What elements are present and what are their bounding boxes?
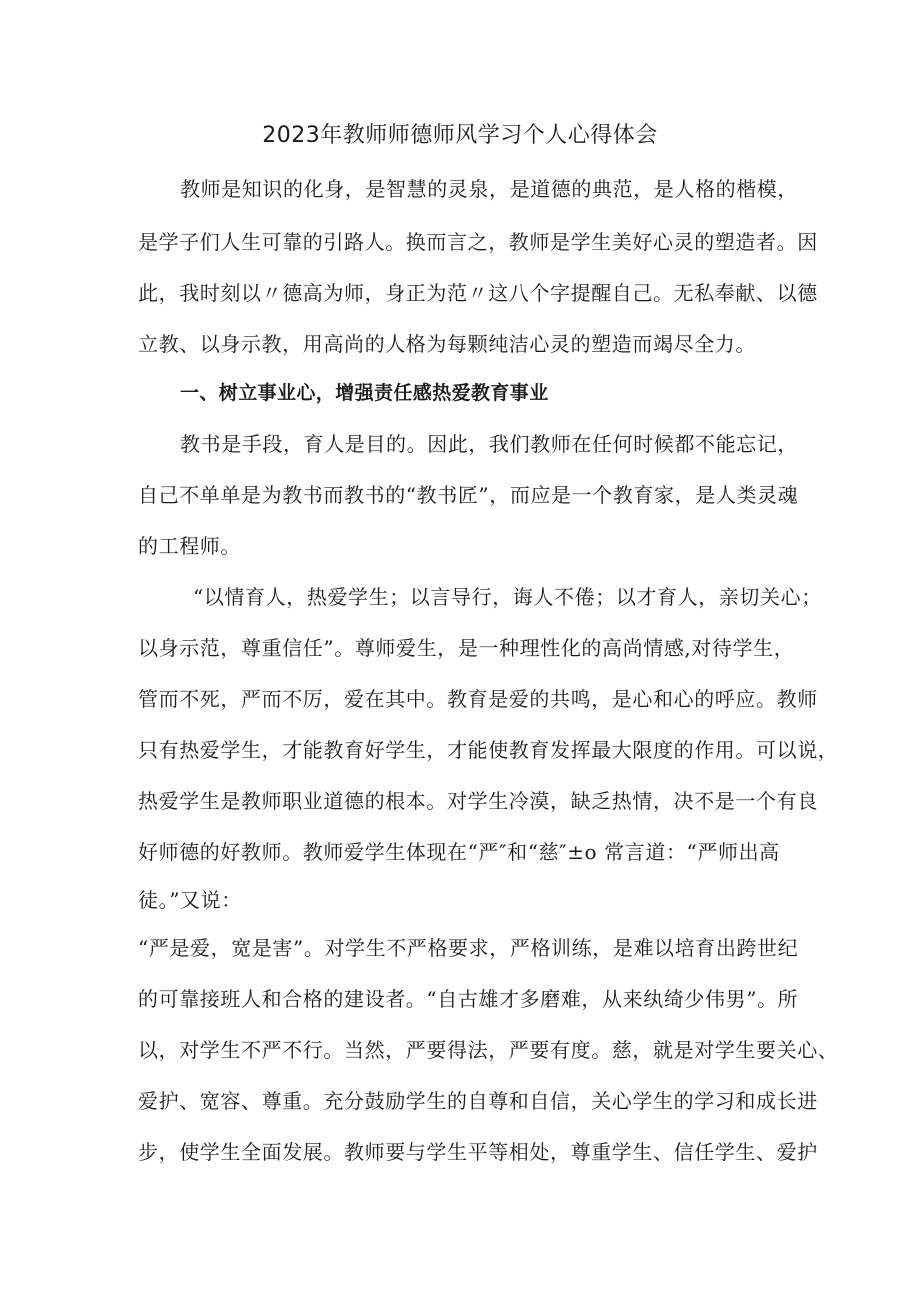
paragraph-line: 立教、以身示教，用高尚的人格为每颗纯洁心灵的塑造而竭尽全力。 <box>138 332 756 356</box>
paragraph-line: 教师是知识的化身，是智慧的灵泉，是道德的典范，是人格的楷模， <box>180 177 798 201</box>
paragraph-line: 以，对学生不严不行。当然，严要得法，严要有度。慈，就是对学生要关心、 <box>138 1038 839 1062</box>
paragraph-line: 的工程师。 <box>138 534 241 558</box>
paragraph-line: 步，使学生全面发展。教师要与学生平等相处，尊重学生、信任学生、爱护 <box>138 1140 818 1164</box>
document-title: 2023年教师师德师风学习个人心得体会 <box>262 123 658 148</box>
paragraph-line: 管而不死，严而不厉，爱在其中。教育是爱的共鸣，是心和心的呼应。教师 <box>138 687 818 711</box>
paragraph-line: “以情育人，热爱学生；以言导行，诲人不倦；以才育人，亲切关心； <box>193 585 822 609</box>
paragraph-line: 热爱学生是教师职业道德的根本。对学生冷漠，缺乏热情，决不是一个有良 <box>138 789 818 813</box>
paragraph-line: 自己不单单是为教书而教书的“教书匠”，而应是一个教育家，是人类灵魂 <box>138 483 799 507</box>
paragraph-line: 教书是手段，育人是目的。因此，我们教师在任何时候都不能忘记， <box>180 432 798 456</box>
paragraph-line: 此，我时刻以〃德高为师，身正为范〃这八个字提醒自己。无私奉献、以德 <box>138 281 818 305</box>
paragraph-line: 徒。”又说： <box>138 888 242 912</box>
paragraph-line: 只有热爱学生，才能教育好学生，才能使教育发挥最大限度的作用。可以说， <box>138 738 839 762</box>
paragraph-line: 好师德的好教师。教师爱学生体现在“严″和“慈″±o 常言道：“严师出高 <box>138 840 780 864</box>
section-heading: 一、树立事业心，增强责任感热爱教育事业 <box>180 382 549 404</box>
paragraph-line: 以身示范，尊重信任”。尊师爱生，是一种理性化的高尚情感,对待学生， <box>138 636 795 660</box>
paragraph-line: “严是爱，宽是害”。对学生不严格要求，严格训练，是难以培育出跨世纪 <box>138 936 799 960</box>
paragraph-line: 是学子们人生可靠的引路人。换而言之，教师是学生美好心灵的塑造者。因 <box>138 230 818 254</box>
paragraph-line: 爱护、宽容、尊重。充分鼓励学生的自尊和自信，关心学生的学习和成长进 <box>138 1089 818 1113</box>
paragraph-line: 的可靠接班人和合格的建设者。“自古雄才多磨难，从来纨绮少伟男”。所 <box>138 987 799 1011</box>
